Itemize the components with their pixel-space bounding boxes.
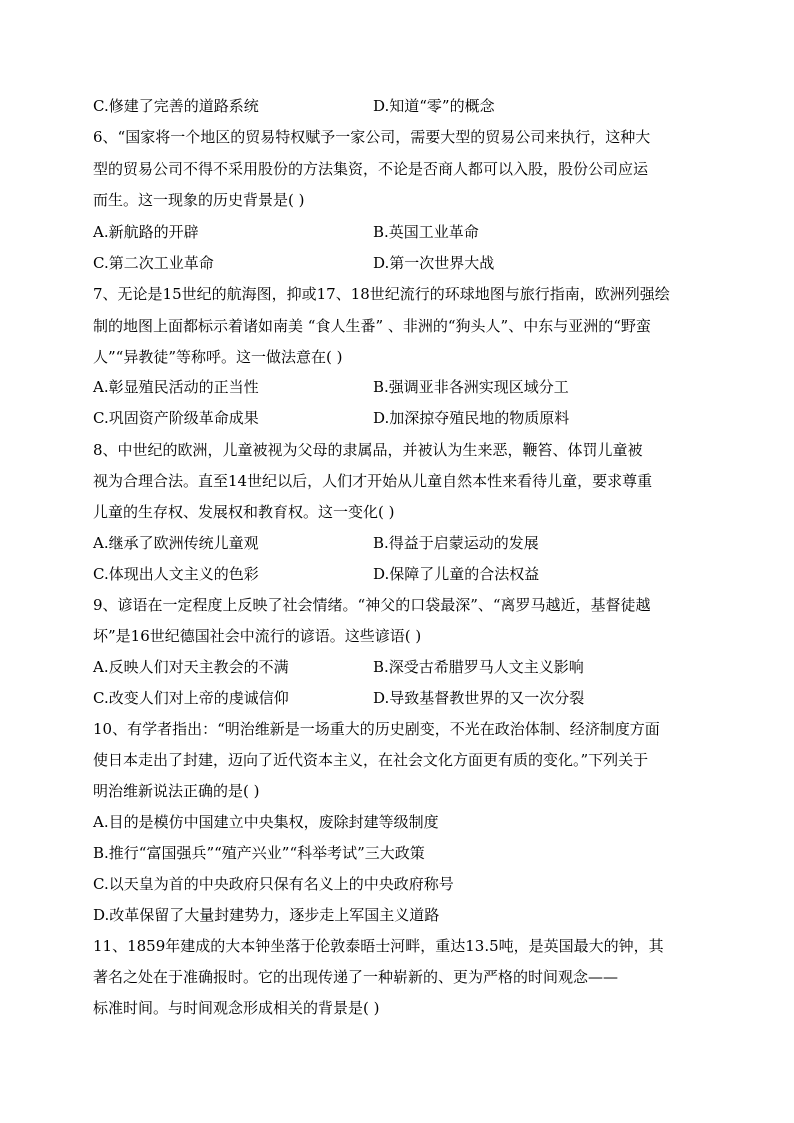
- option-c: C.改变人们对上帝的虔诚信仰: [93, 689, 289, 707]
- question-11-line-1: 11、1859年建成的大本钟坐落于伦敦泰晤士河畔，重达13.5吨，是英国最大的钟，其: [93, 937, 664, 955]
- option-b: B.深受古希腊罗马人文主义影响: [373, 658, 584, 676]
- question-9-line-1: 9、谚语在一定程度上反映了社会情绪。“神父的口袋最深”、“离罗马越近，基督徒越: [93, 596, 651, 614]
- question-8-line-2: 视为合理合法。直至14世纪以后，人们才开始从儿童自然本性来看待儿童，要求尊重: [93, 472, 653, 490]
- option-d: D.加深掠夺殖民地的物质原料: [373, 409, 570, 427]
- question-10-line-3: 明治维新说法正确的是( ): [93, 782, 260, 800]
- option-b: B.英国工业革命: [373, 223, 479, 241]
- option-a: A.彰显殖民活动的正当性: [93, 378, 259, 396]
- question-10-line-1: 10、有学者指出：“明治维新是一场重大的历史剧变，不光在政治体制、经济制度方面: [93, 720, 660, 738]
- option-c: C.以天皇为首的中央政府只保有名义上的中央政府称号: [93, 875, 454, 893]
- option-b: B.推行“富国强兵”“殖产兴业”“科举考试”三大政策: [93, 844, 425, 862]
- option-a: A.反映人们对天主教会的不满: [93, 658, 289, 676]
- option-b: B.强调亚非各洲实现区域分工: [373, 378, 569, 396]
- question-11-line-2: 著名之处在于准确报时。它的出现传递了一种崭新的、更为严格的时间观念——: [93, 968, 619, 986]
- option-d: D.导致基督教世界的又一次分裂: [373, 689, 585, 707]
- question-7-line-2: 制的地图上面都标示着诸如南美 “食人生番” 、非洲的“狗头人”、中东与亚洲的“野蛮: [93, 317, 651, 335]
- question-7-line-1: 7、无论是15世纪的航海图，抑或17、18世纪流行的环球地图与旅行指南，欧洲列强绘: [93, 285, 670, 303]
- option-a: A.继承了欧洲传统儿童观: [93, 534, 259, 552]
- question-6-line-1: 6、“国家将一个地区的贸易特权赋予一家公司，需要大型的贸易公司来执行，这种大: [93, 128, 651, 146]
- question-8-line-3: 儿童的生存权、发展权和教育权。这一变化( ): [93, 503, 395, 521]
- option-d: D.第一次世界大战: [373, 254, 495, 272]
- question-7-line-3: 人”“异教徒”等称呼。这一做法意在( ): [93, 348, 343, 366]
- option-c: C.第二次工业革命: [93, 254, 214, 272]
- question-9-line-2: 坏”是16世纪德国社会中流行的谚语。这些谚语( ): [93, 627, 422, 645]
- option-c: C.巩固资产阶级革命成果: [93, 409, 259, 427]
- option-c: C.体现出人文主义的色彩: [93, 565, 259, 583]
- option-b: B.得益于启蒙运动的发展: [373, 534, 539, 552]
- question-10-line-2: 使日本走出了封建，迈向了近代资本主义，在社会文化方面更有质的变化。”下列关于: [93, 751, 649, 769]
- option-c: C.修建了完善的道路系统: [93, 97, 259, 115]
- option-d: D.保障了儿童的合法权益: [373, 565, 540, 583]
- question-6-line-2: 型的贸易公司不得不采用股份的方法集资，不论是否商人都可以入股，股份公司应运: [93, 160, 649, 178]
- question-8-line-1: 8、中世纪的欧洲，儿童被视为父母的隶属品，并被认为生来恶，鞭笞、体罚儿童被: [93, 441, 643, 459]
- option-a: A.目的是模仿中国建立中央集权，废除封建等级制度: [93, 813, 439, 831]
- option-d: D.知道“零”的概念: [373, 97, 495, 115]
- question-11-line-3: 标准时间。与时间观念形成相关的背景是( ): [93, 999, 380, 1017]
- option-d: D.改革保留了大量封建势力，逐步走上军国主义道路: [93, 906, 440, 924]
- option-a: A.新航路的开辟: [93, 223, 199, 241]
- question-6-line-3: 而生。这一现象的历史背景是( ): [93, 191, 305, 209]
